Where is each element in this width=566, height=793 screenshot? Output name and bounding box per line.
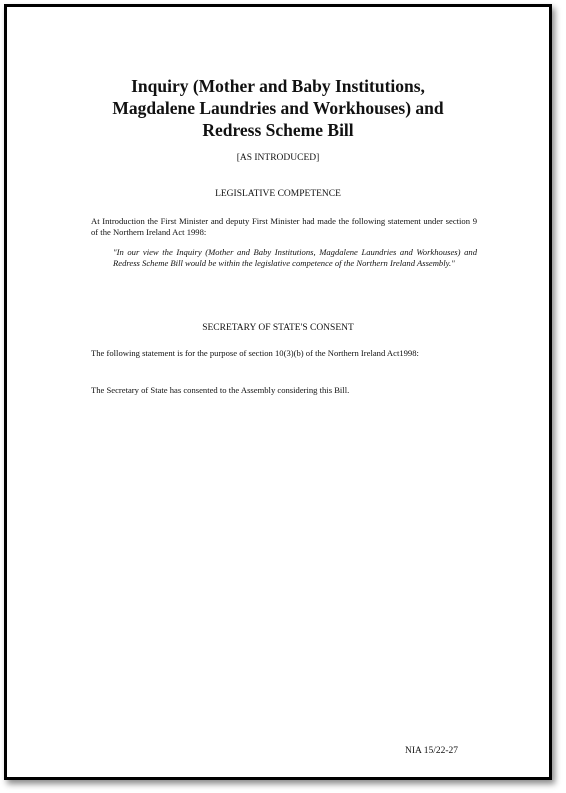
- legislative-competence-quote: "In our view the Inquiry (Mother and Baby Institutions, Magdalene Laundries and Workhouses) and Redress Scheme Bill would be within the legislative competence of the Northern Ireland Assembly.": [113, 247, 477, 268]
- bill-title-line-3: Redress Scheme Bill: [202, 120, 354, 140]
- document-frame: [4, 4, 552, 780]
- secretary-of-state-consent-heading: SECRETARY OF STATE'S CONSENT: [202, 323, 354, 333]
- document-page: [7, 7, 549, 777]
- secretary-of-state-consent-text: The Secretary of State has consented to the Assembly considering this Bill.: [91, 385, 350, 395]
- bill-status: [AS INTRODUCED]: [236, 153, 320, 163]
- bill-title-line-1: Inquiry (Mother and Baby Institutions,: [131, 76, 425, 96]
- secretary-of-state-statement: The following statement is for the purpose of section 10(3)(b) of the Northern Ireland Act1998:: [91, 348, 419, 358]
- legislative-competence-statement: At Introduction the First Minister and deputy First Minister had made the following statement under section 9 of the Northern Ireland Act 1998:: [91, 216, 477, 237]
- bill-title-line-2: Magdalene Laundries and Workhouses) and: [112, 98, 444, 118]
- document-reference-number: NIA 15/22-27: [405, 746, 459, 756]
- bill-title: [7, 75, 549, 141]
- legislative-competence-heading: LEGISLATIVE COMPETENCE: [215, 189, 341, 199]
